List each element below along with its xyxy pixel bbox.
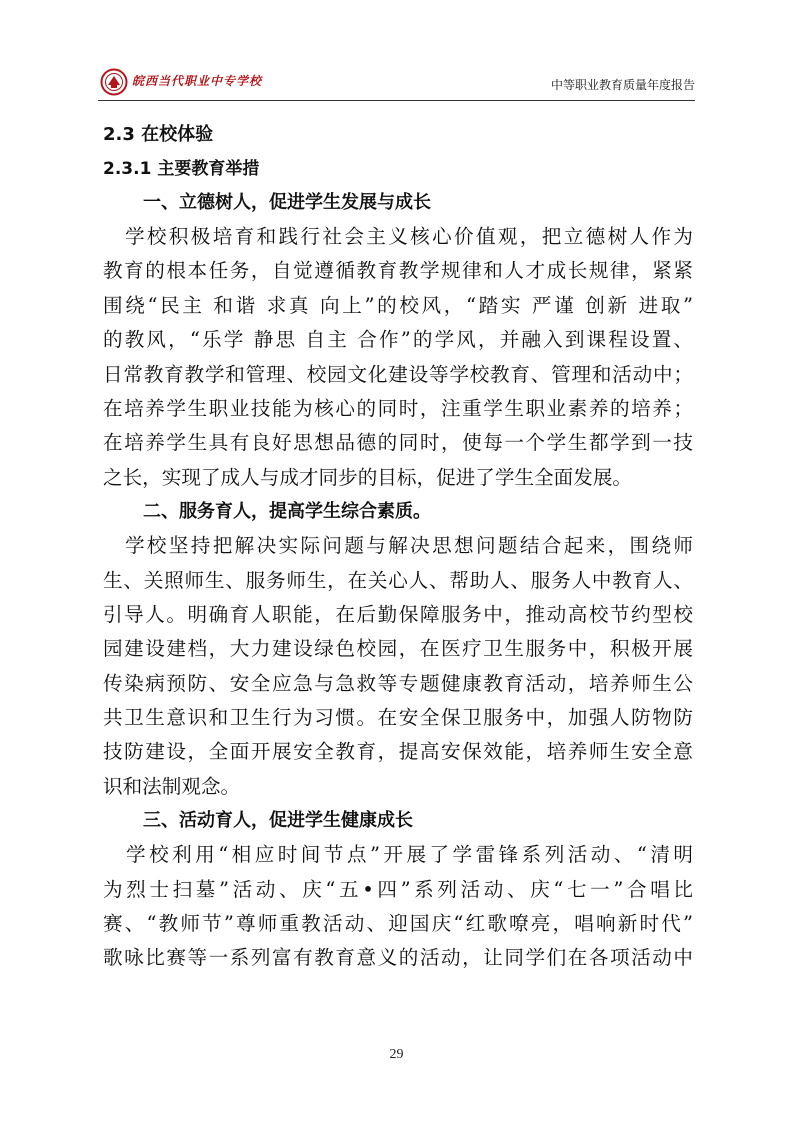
paragraph-line: 的教风，“乐学 静思 自主 合作”的学风，并融入到课程设置、 bbox=[103, 328, 693, 352]
paragraph-line: 教育的根本任务，自觉遵循教育教学规律和人才成长规律，紧紧 bbox=[103, 259, 693, 283]
subsection-title: 2.3.1 主要教育举措 bbox=[103, 159, 260, 179]
paragraph-line: 学校坚持把解决实际问题与解决思想问题结合起来，围绕师 bbox=[103, 534, 693, 558]
header-divider bbox=[98, 100, 695, 101]
point-heading-2: 二、服务育人，提高学生综合素质。 bbox=[143, 501, 431, 523]
page-header bbox=[98, 60, 695, 100]
paragraph-line: 园建设建档，大力建设绿色校园，在医疗卫生服务中，积极开展 bbox=[103, 637, 693, 661]
paragraph-line: 赛、“教师节”尊师重教活动、迎国庆“红歌嘹亮，唱响新时代” bbox=[103, 912, 693, 936]
paragraph-line: 共卫生意识和卫生行为习惯。在安全保卫服务中，加强人防物防 bbox=[103, 706, 693, 730]
paragraph-line: 生、关照师生、服务师生，在关心人、帮助人、服务人中教育人、 bbox=[103, 568, 693, 592]
paragraph-line: 歌咏比赛等一系列富有教育意义的活动，让同学们在各项活动中 bbox=[103, 946, 693, 970]
paragraph-line: 识和法制观念。 bbox=[103, 774, 241, 798]
point-heading-1: 一、立德树人，促进学生发展与成长 bbox=[143, 192, 431, 213]
point-paragraph-2 bbox=[103, 529, 693, 804]
point-paragraph-1 bbox=[103, 220, 693, 495]
page-content bbox=[103, 110, 693, 976]
paragraph-line: 日常教育教学和管理、校园文化建设等学校教育、管理和活动中； bbox=[103, 362, 693, 386]
paragraph-line: 学校积极培育和践行社会主义核心价值观，把立德树人作为 bbox=[103, 225, 693, 248]
report-title: 中等职业教育质量年度报告 bbox=[550, 78, 695, 92]
page-number: 29 bbox=[389, 1047, 404, 1062]
point-paragraph-3 bbox=[103, 838, 693, 976]
school-logo-icon bbox=[100, 68, 128, 96]
point-heading-3: 三、活动育人，促进学生健康成长 bbox=[143, 810, 413, 832]
paragraph-line: 技防建设，全面开展安全教育，提高安保效能，培养师生安全意 bbox=[103, 740, 693, 764]
paragraph-line: 为烈士扫墓”活动、庆“五•四”系列活动、庆“七一”合唱比 bbox=[103, 877, 693, 901]
paragraph-line: 在培养学生具有良好思想品德的同时，使每一个学生都学到一技 bbox=[103, 431, 693, 455]
paragraph-line: 传染病预防、安全应急与急救等专题健康教育活动，培养师生公 bbox=[103, 671, 693, 695]
paragraph-line: 引导人。明确育人职能，在后勤保障服务中，推动高校节约型校 bbox=[103, 602, 693, 626]
paragraph-line: 之长，实现了成人与成才同步的目标，促进了学生全面发展。 bbox=[103, 465, 633, 489]
paragraph-line: 学校利用“相应时间节点”开展了学雷锋系列活动、“清明 bbox=[103, 843, 693, 867]
paragraph-line: 在培养学生职业技能为核心的同时，注重学生职业素养的培养； bbox=[103, 396, 693, 420]
paragraph-line: 围绕“民主 和谐 求真 向上”的校风，“踏实 严谨 创新 进取” bbox=[103, 293, 693, 317]
section-title: 2.3 在校体验 bbox=[103, 124, 214, 145]
school-name: 皖西当代职业中专学校 bbox=[132, 74, 263, 88]
